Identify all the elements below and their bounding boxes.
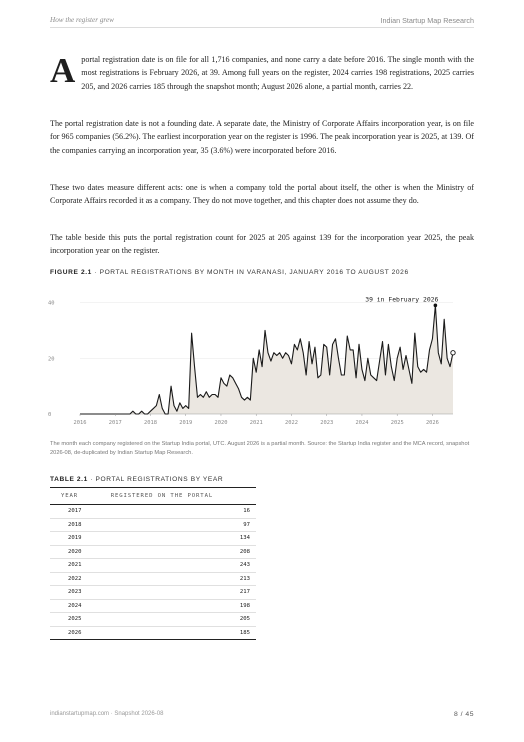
table-row: [50, 613, 256, 627]
dates-paragraph: These two dates measure different acts: one is when a company told the portal about itself, the other is when the Ministry of Corporate Affairs recorded it as a company. They do not move together, and this chapter does not assume they do.: [50, 183, 474, 206]
table-number: TABLE 2.1: [50, 476, 88, 483]
figure-title: · PORTAL REGISTRATIONS BY MONTH IN VARANASI, JANUARY 2016 TO AUGUST 2026: [91, 269, 409, 276]
figure-caption: [50, 269, 409, 276]
row-year: 2020: [50, 545, 93, 559]
figure-note: The month each company registered on the Startup India portal, UTC. August 2026 is a partial month. Source: the Startup India register and the MCA record, snapshot 2026-08, de-duplicated by Indian Startup Map Research.: [50, 441, 470, 456]
page-number: 8 / 45: [453, 711, 474, 718]
row-year: 2021: [50, 559, 93, 573]
row-year: 2024: [50, 599, 93, 613]
table-row: [50, 532, 256, 546]
x-tick-label: 2026: [425, 420, 439, 426]
peak-annotation: 39 in February 2026: [365, 295, 439, 304]
table-row: [50, 518, 256, 532]
table-caption: [50, 476, 223, 483]
chapter-title: How the register grew: [50, 16, 114, 24]
row-year: 2023: [50, 586, 93, 600]
drop-cap: A: [50, 51, 76, 90]
row-count: 198: [93, 599, 256, 613]
x-tick-label: 2024: [355, 420, 369, 426]
row-year: 2017: [50, 505, 93, 519]
table-header-row: [50, 488, 256, 505]
row-count: 185: [93, 626, 256, 640]
x-tick-label: 2022: [284, 420, 298, 426]
table-body: [50, 505, 256, 640]
column-header-year: YEAR: [50, 488, 93, 505]
y-tick-label: 40: [48, 300, 55, 307]
running-head: [50, 16, 474, 28]
row-year: 2018: [50, 518, 93, 532]
row-count: 134: [93, 532, 256, 546]
row-count: 217: [93, 586, 256, 600]
table-row: [50, 505, 256, 519]
row-year: 2025: [50, 613, 93, 627]
registrations-table: [50, 487, 256, 640]
table-row: [50, 572, 256, 586]
x-tick-label: 2019: [179, 420, 193, 426]
registrations-chart: [40, 281, 480, 431]
footer-source: indianstartupmap.com · Snapshot 2026-08: [50, 711, 164, 717]
row-year: 2019: [50, 532, 93, 546]
x-tick-label: 2023: [320, 420, 334, 426]
table-row: [50, 599, 256, 613]
incorporation-paragraph: The portal registration date is not a founding date. A separate date, the Ministry of Corporate Affairs incorporation year, is on file for 965 companies (56.2%). The earliest incorporation year on the register is 1996. The peak incorporation year is 2025, at 139. Of the companies carrying an incorporation year, 35 (3.6%) were incorporated before 2016.: [50, 119, 474, 155]
table-row: [50, 545, 256, 559]
row-count: 16: [93, 505, 256, 519]
column-header-count: REGISTERED ON THE PORTAL: [93, 488, 256, 505]
row-count: 213: [93, 572, 256, 586]
intro-paragraph-text: portal registration date is on file for all 1,716 companies, and none carry a date before 2016. The single month with the most registrations is February 2026, at 39. Among full years on the register, 2024 carries 198 registrations, 2025 carries 205, and 2026 carries 185 through the snapshot month; August 2026 alone, a partial month, carries 22.: [81, 55, 474, 91]
row-year: 2022: [50, 572, 93, 586]
table-row: [50, 559, 256, 573]
table-title: · PORTAL REGISTRATIONS BY YEAR: [87, 476, 224, 483]
x-tick-label: 2020: [214, 420, 228, 426]
x-tick-label: 2025: [390, 420, 404, 426]
x-tick-label: 2021: [249, 420, 263, 426]
x-tick-label: 2016: [73, 420, 87, 426]
figure-number: FIGURE 2.1: [50, 269, 92, 276]
page-footer: [50, 711, 474, 721]
y-tick-label: 20: [48, 356, 55, 363]
x-tick-label: 2017: [108, 420, 122, 426]
table-row: [50, 586, 256, 600]
row-count: 208: [93, 545, 256, 559]
publication-name: Indian Startup Map Research: [380, 16, 474, 25]
x-tick-label: 2018: [143, 420, 157, 426]
row-count: 205: [93, 613, 256, 627]
row-year: 2026: [50, 626, 93, 640]
table-row: [50, 626, 256, 640]
last-month-marker: [451, 351, 455, 355]
table-intro-paragraph: The table beside this puts the portal registration count for 2025 at 205 against 139 for the incorporation year 2025, the peak incorporation year on the register.: [50, 233, 474, 256]
intro-paragraph: [50, 53, 474, 93]
y-tick-label: 0: [48, 412, 52, 418]
peak-marker: [434, 304, 438, 308]
row-count: 243: [93, 559, 256, 573]
row-count: 97: [93, 518, 256, 532]
